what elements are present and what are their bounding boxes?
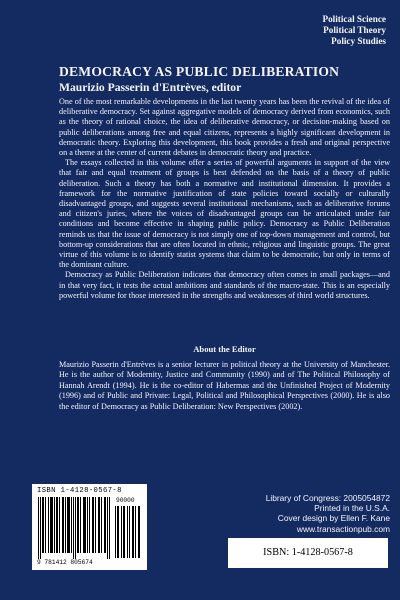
category-political-science: Political Science: [322, 14, 386, 24]
publisher-info: [228, 493, 390, 534]
barcode-bars: [38, 497, 112, 559]
barcode: [32, 484, 147, 570]
barcode-number: 9 781412 805674: [37, 559, 93, 566]
category-political-theory: Political Theory: [323, 25, 386, 35]
editor-name: Maurizio Passerin d'Entrèves, editor: [59, 81, 242, 94]
category-policy-studies: Policy Studies: [331, 36, 386, 46]
library-of-congress: Library of Congress: 2005054872: [265, 493, 390, 503]
barcode-isbn-label: ISBN 1-4128-0567-8: [37, 487, 122, 495]
description-paragraph-3: Democracy as Public Deliberation indicates that democracy often comes in small packages—and in that very fact, it tests the actual ambitions and standards of the macro-state. This is an especially powerful volume for those interested in the strengths and weaknesses of third world structures.: [59, 270, 390, 300]
about-editor-heading: About the Editor: [193, 344, 256, 354]
publisher-website: www.transactionpub.com: [296, 523, 390, 534]
editor-bio: [59, 360, 390, 412]
cover-design-credit: Cover design by Ellen F. Kane: [277, 513, 390, 524]
isbn-box: ISBN: 1-4128-0567-8: [228, 538, 388, 568]
bio-paragraph: Maurizio Passerin d'Entrèves is a senior lecturer in political theory at the University of Manchester. He is the author of Modernity, Justice and Community (1990) and of The Political Philosophy of Hannah Arendt (1994). He is the co-editor of Habermas and the Unfinished Project of Modernity (1996) and of Public and Private: Legal, Political and Philosophical Perspectives (2000). He is also the editor of Democracy as Public Deliberation: New Perspectives (2002).: [59, 360, 390, 411]
description-paragraph-2: The essays collected in this volume offer a series of powerful arguments in support of the view that fair and equal treatment of groups is best defended on the basis of a theory of public deliberation. Such a theory has both a normative and institutional dimension. It provides a framework for the normative justification of state policies toward socially or culturally disadvantaged groups, and suggests several institutional mechanisms, such as deliberative forums and citizen's juries, where the voices of disadvantaged groups can be articulated under fair conditions and become effective in shaping public policy. Democracy as Public Deliberation reminds us that the issue of democracy is not simply one of top-down management and control, but bottom-up considerations that are often located in ethnic, religious and linguistic groups. The great virtue of this volume is to identify statist systems that claim to be democratic, but only in terms of the dominant culture.: [59, 158, 390, 270]
book-description: [59, 97, 390, 301]
description-paragraph-1: One of the most remarkable developments in the last twenty years has been the revival of the idea of deliberative democracy. Set against aggregative models of democracy derived from economics, such as the theory of rational choice, the idea of deliberative democracy, or decision-making based on public deliberations among free and equal citizens, represents a highly significant development in democratic theory. Exploring this development, this book provides a fresh and original perspective on a theme at the center of current debates in democratic theory and practice.: [59, 97, 390, 158]
subject-categories: [322, 14, 386, 47]
book-title: DEMOCRACY AS PUBLIC DELIBERATION: [59, 64, 340, 79]
barcode-addon-bars: [115, 506, 141, 558]
printed-in: Printed in the U.S.A.: [314, 503, 390, 514]
barcode-addon-number: 90000: [116, 497, 135, 504]
